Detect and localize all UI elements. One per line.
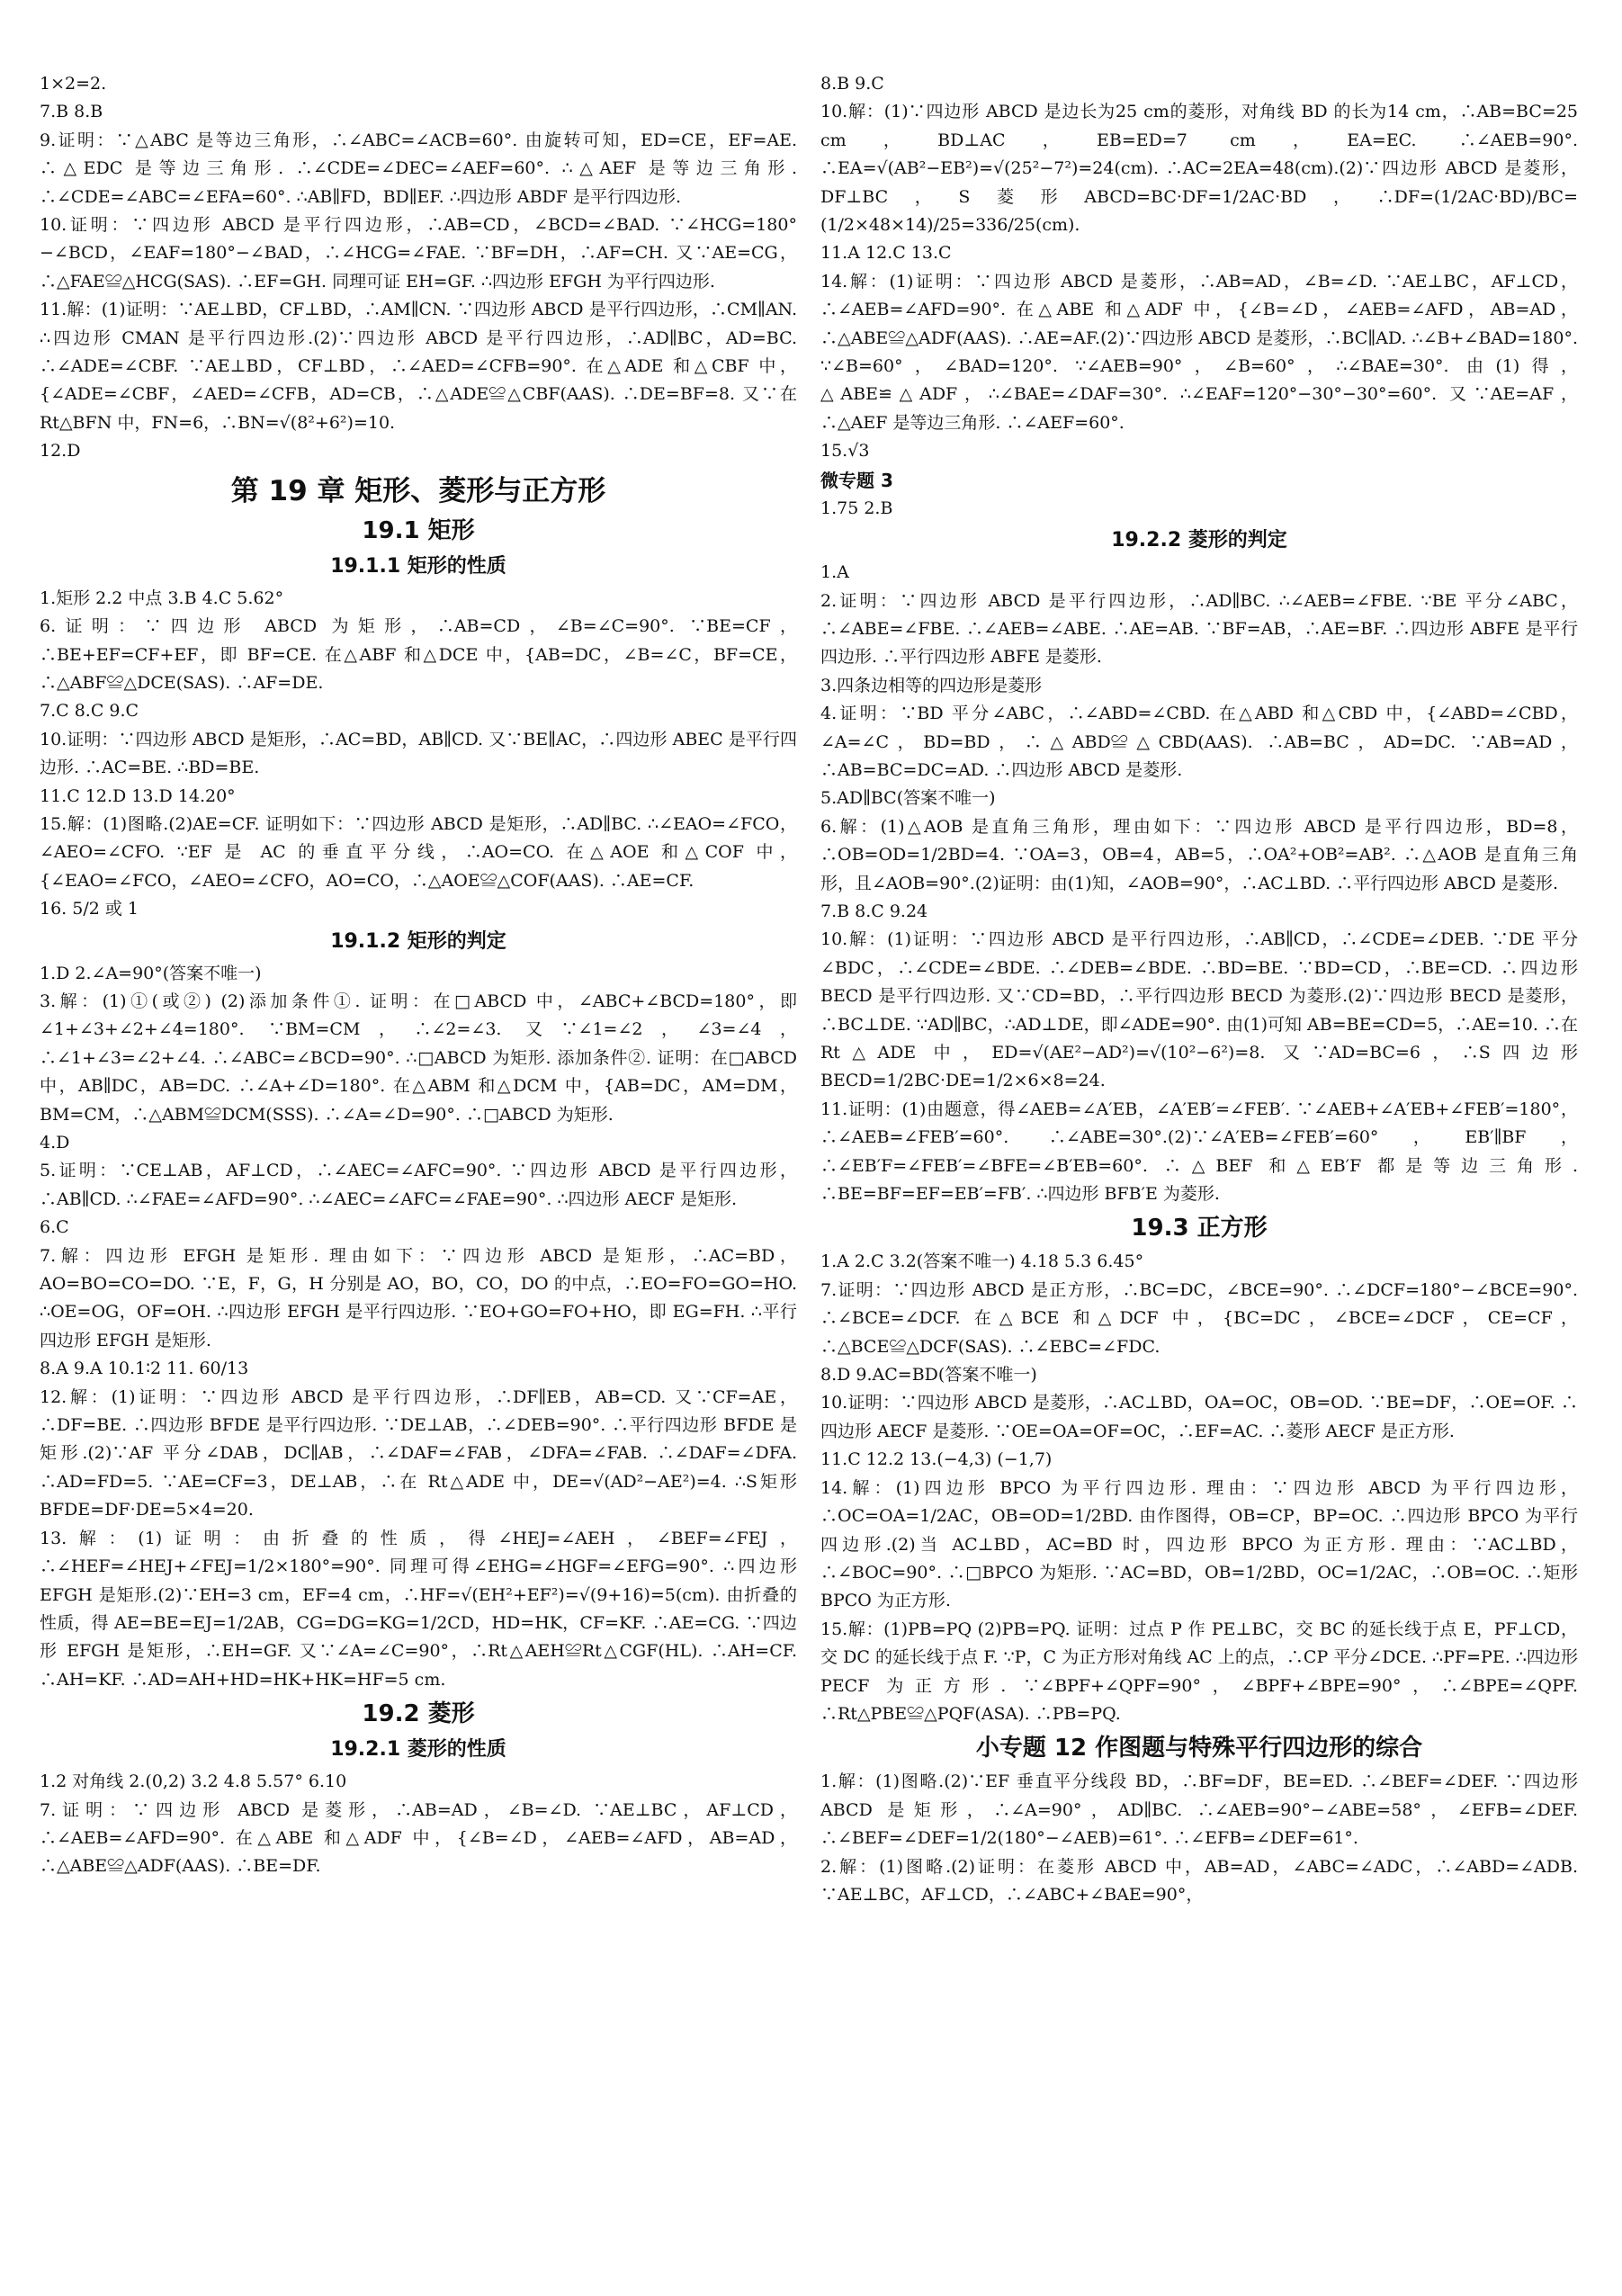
answer-item: 2.解：(1)图略.(2)证明：在菱形 ABCD 中，AB=AD，∠ABC=∠ADC，∴∠ABD=∠ADB. ∵AE⊥BC，AF⊥CD，∴∠ABC+∠BAE=90°， (820, 1856, 1578, 1905)
subsection-title: 19.1.2 矩形的判定 (330, 929, 506, 953)
answer-item: 2.证明：∵四边形 ABCD 是平行四边形，∴AD∥BC. ∴∠AEB=∠FBE. ∵BE 平分∠ABC，∴∠ABE=∠FBE. ∴∠AEB=∠ABE. ∴AE=AB. ∵BF=AB，∴AE=BF. ∴四边形 ABFE 是平行四边形. ∴平行四边形 ABFE 是菱形. (820, 590, 1578, 668)
answer-item: 7.B 8.C 9.24 (820, 901, 928, 921)
section-title: 19.3 正方形 (1131, 1215, 1268, 1242)
chapter-title: 第 19 章 矩形、菱形与正方形 (230, 474, 606, 507)
section-title: 小专题 12 作图题与特殊平行四边形的综合 (975, 1735, 1423, 1762)
subsection-title: 19.1.1 矩形的性质 (330, 554, 506, 578)
answer-item: 3.解：(1)①(或②) (2)添加条件①. 证明：在□ABCD 中，∠ABC+∠BCD=180°，即∠1+∠3+∠2+∠4=180°. ∵BM=CM，∴∠2=∠3. 又∵∠1=∠2，∠3=∠4，∴∠1+∠3=∠2+∠4. ∴∠ABC=∠BCD=90°. ∴□ABCD 为矩形. 添加条件②. 证明：在□ABCD 中，AB∥DC，AB=DC. ∴∠A+∠D=180°. 在△ABM 和△DCM 中，{AB=DC，AM=DM，BM=CM，∴△ABM≌DCM(SSS). ∴∠A=∠D=90°. ∴□ABCD 为矩形. (40, 991, 797, 1125)
answer-item: 1.D 2.∠A=90°(答案不唯一) (40, 963, 262, 983)
answer-item: 6.解：(1)△AOB 是直角三角形，理由如下：∵四边形 ABCD 是平行四边形，BD=8，∴OB=OD=1/2BD=4. ∵OA=3，OB=4，AB=5，∴OA²+OB²=AB². ∴△AOB 是直角三角形，且∠AOB=90°.(2)证明：由(1)知，∠AOB=90°，∴AC⊥BD. ∴平行四边形 ABCD 是菱形. (820, 816, 1578, 893)
answer-item: 7.证明：∵四边形 ABCD 是正方形，∴BC=DC，∠BCE=90°. ∴∠DCF=180°−∠BCE=90°. ∴∠BCE=∠DCF. 在△BCE 和△DCF 中，{BC=DC，∠BCE=∠DCF，CE=CF，∴△BCE≌△DCF(SAS). ∴∠EBC=∠FDC. (820, 1279, 1578, 1357)
answer-item: 1.矩形 2.2 中点 3.B 4.C 5.62° (40, 587, 284, 608)
answer-item: 15.解：(1)图略.(2)AE=CF. 证明如下：∵四边形 ABCD 是矩形，∴AD∥BC. ∴∠EAO=∠FCO，∠AEO=∠CFO. ∵EF 是 AC 的垂直平分线，∴AO=CO. 在△AOE 和△COF 中，{∠EAO=∠FCO，∠AEO=∠CFO，AO=CO，∴△AOE≌△COF(AAS). ∴AE=CF. (40, 813, 797, 891)
answer-item: 9.证明：∵△ABC 是等边三角形，∴∠ABC=∠ACB=60°. 由旋转可知，ED=CE，EF=AE. ∴△EDC 是等边三角形. ∴∠CDE=∠DEC=∠AEF=60°. ∴△AEF 是等边三角形. ∴∠CDE=∠ABC=∠EFA=60°. ∴AB∥FD，BD∥EF. ∴四边形 ABDF 是平行四边形. (40, 130, 797, 207)
answer-item: 1.解：(1)图略.(2)∵EF 垂直平分线段 BD，∴BF=DF，BE=ED. ∴∠BEF=∠DEF. ∵四边形 ABCD 是矩形，∴∠A=90°，AD∥BC. ∴∠AEB=90°−∠ABE=58°，∠EFB=∠DEF. ∴∠BEF=∠DEF=1/2(180°−∠AEB)=61°. ∴∠EFB=∠DEF=61°. (820, 1771, 1578, 1849)
answer-item: 6.C (40, 1217, 69, 1238)
subsection-title: 19.2.2 菱形的判定 (1111, 529, 1287, 552)
answer-item: 11.C 12.D 13.D 14.20° (40, 785, 236, 806)
answer-item: 10.解：(1)∵四边形 ABCD 是边长为25 cm的菱形，对角线 BD 的长为14 cm，∴AB=BC=25 cm，BD⊥AC，EB=ED=7 cm，EA=EC. ∴∠AEB=90°. ∴EA=√(AB²−EB²)=√(25²−7²)=24(cm). ∴AC=2EA=48(cm).(2)∵四边形 ABCD 是菱形，DF⊥BC，S菱形ABCD=BC·DF=1/2AC·BD，∴DF=(1/2AC·BD)/BC=(1/2×48×14)/25=336/25(cm). (820, 102, 1578, 236)
subsection-title: 19.2.1 菱形的性质 (330, 1738, 506, 1762)
answer-item: 11.解：(1)证明：∵AE⊥BD，CF⊥BD，∴AM∥CN. ∵四边形 ABCD 是平行四边形，∴CM∥AN. ∴四边形 CMAN 是平行四边形.(2)∵四边形 ABCD 是平行四边形，∴AD∥BC，AD=BC. ∴∠ADE=∠CBF. ∵AE⊥BD，CF⊥BD，∴∠AED=∠CFB=90°. 在△ADE 和△CBF 中，{∠ADE=∠CBF，∠AED=∠CFB，AD=CB，∴△ADE≌△CBF(AAS). ∴DE=BF=8. 又∵在 Rt△BFN 中，FN=6，∴BN=√(8²+6²)=10. (40, 300, 797, 433)
answer-item: 1.A (820, 562, 849, 583)
answer-item: 8.B 9.C (820, 74, 884, 94)
answer-item: 13.解：(1)证明：由折叠的性质，得∠HEJ=∠AEH，∠BEF=∠FEJ，∴∠HEF=∠HEJ+∠FEJ=1/2×180°=90°. 同理可得∠EHG=∠HGF=∠EFG=90°. ∴四边形 EFGH 是矩形.(2)∵EH=3 cm，EF=4 cm，∴HF=√(EH²+EF²)=√(9+16)=5(cm). 由折叠的性质，得 AE=BE=EJ=1/2AB，CG=DG=KG=1/2CD，HD=HK，CF=KF. ∴AE=CG. ∵四边形 EFGH 是矩形，∴EH=GF. 又∵∠A=∠C=90°，∴Rt△AEH≌Rt△CGF(HL). ∴AH=CF. ∴AH=KF. ∴AD=AH+HD=HK+HK=HF=5 cm. (40, 1528, 797, 1690)
left-column (40, 70, 797, 2265)
answer-item: 11.C 12.2 13.(−4,3) (−1,7) (820, 1449, 1053, 1470)
right-column (820, 70, 1578, 2265)
answer-item: 6.证明：∵四边形 ABCD 为矩形，∴AB=CD，∠B=∠C=90°. ∵BE=CF，∴BE+EF=CF+EF，即 BF=CE. 在△ABF 和△DCE 中，{AB=DC，∠B=∠C，BF=CE，∴△ABF≌△DCE(SAS). ∴AF=DE. (40, 616, 797, 693)
answer-item: 1×2=2. (40, 74, 107, 94)
section-title: 19.2 菱形 (362, 1700, 475, 1728)
answer-item: 10.证明：∵四边形 ABCD 是平行四边形，∴AB=CD，∠BCD=∠BAD. ∵∠HCG=180°−∠BCD，∠EAF=180°−∠BAD，∴∠HCG=∠FAE. ∵BF=DH，∴AF=CH. 又∵AE=CG，∴△FAE≌△HCG(SAS). ∴EF=GH. 同理可证 EH=GF. ∴四边形 EFGH 为平行四边形. (40, 215, 797, 291)
answer-item: 14.解：(1)证明：∵四边形 ABCD 是菱形，∴AB=AD，∠B=∠D. ∵AE⊥BC，AF⊥CD，∴∠AEB=∠AFD=90°. 在△ABE 和△ADF 中，{∠B=∠D，∠AEB=∠AFD，AB=AD，∴△ABE≌△ADF(AAS). ∴AE=AF.(2)∵四边形 ABCD 是菱形，∴BC∥AD. ∴∠B+∠BAD=180°. ∵∠B=60°，∠BAD=120°. ∵∠AEB=90°，∠B=60°，∴∠BAE=30°. 由(1)得，△ABE≌△ADF，∴∠BAE=∠DAF=30°. ∴∠EAF=120°−30°−30°=60°. 又∵AE=AF，∴△AEF 是等边三角形. ∴∠AEF=60°. (820, 271, 1578, 433)
answer-item: 14.解：(1)四边形 BPCO 为平行四边形. 理由：∵四边形 ABCD 为平行四边形，∴OC=OA=1/2AC，OB=OD=1/2BD. 由作图得，OB=CP，BP=OC. ∴四边形 BPCO 为平行四边形.(2)当 AC⊥BD，AC=BD 时，四边形 BPCO 为正方形. 理由：∵AC⊥BD，∴∠BOC=90°. ∴□BPCO 为矩形. ∵AC=BD，OB=1/2BD，OC=1/2AC，∴OB=OC. ∴矩形 BPCO 为正方形. (820, 1477, 1578, 1611)
answer-item: 15.解：(1)PB=PQ (2)PB=PQ. 证明：过点 P 作 PE⊥BC，交 BC 的延长线于点 E，PF⊥CD，交 DC 的延长线于点 F. ∵P，C 为正方形对角线 AC 上的点，∴CP 平分∠DCE. ∴PF=PE. ∴四边形 PECF 为正方形. ∵∠BPF+∠QPF=90°，∠BPF+∠BPE=90°，∴∠BPE=∠QPF. ∴Rt△PBE≌△PQF(ASA). ∴PB=PQ. (820, 1619, 1578, 1724)
answer-item: 7.C 8.C 9.C (40, 701, 139, 722)
answer-item: 3.四条边相等的四边形是菱形 (820, 675, 1043, 695)
answer-item: 10.证明：∵四边形 ABCD 是菱形，∴AC⊥BD，OA=OC，OB=OD. ∵BE=DF，∴OE=OF. ∴四边形 AECF 是菱形. ∵OE=OA=OF=OC，∴EF=AC. ∴菱形 AECF 是正方形. (820, 1393, 1578, 1441)
answer-item: 7.证明：∵四边形 ABCD 是菱形，∴AB=AD，∠B=∠D. ∵AE⊥BC，AF⊥CD，∴∠AEB=∠AFD=90°. 在△ABE 和△ADF 中，{∠B=∠D，∠AEB=∠AFD，AB=AD，∴△ABE≌△ADF(AAS). ∴BE=DF. (40, 1799, 797, 1877)
answer-item: 11.A 12.C 13.C (820, 243, 952, 264)
answer-item: 12.D (40, 441, 81, 462)
answer-item: 11.证明：(1)由题意，得∠AEB=∠A′EB，∠A′EB′=∠FEB′. ∵∠AEB+∠A′EB+∠FEB′=180°，∴∠AEB=∠FEB′=60°. ∴∠ABE=30°.(2)∵∠A′EB=∠FEB′=60°，EB′∥BF，∴∠EB′F=∠FEB′=∠BFE=∠B′EB=60°. ∴△BEF 和△EB′F 都是等边三角形. ∴BE=BF=EF=EB′=FB′. ∴四边形 BFB′E 为菱形. (820, 1099, 1578, 1205)
answer-item: 4.证明：∵BD 平分∠ABC，∴∠ABD=∠CBD. 在△ABD 和△CBD 中，{∠ABD=∠CBD，∠A=∠C，BD=BD，∴△ABD≌△CBD(AAS). ∴AB=BC，AD=DC. ∵AB=AD，∴AB=BC=DC=AD. ∴四边形 ABCD 是菱形. (820, 704, 1578, 780)
answer-item: 4.D (40, 1133, 70, 1152)
mini-topic-title: 微专题 3 (820, 469, 893, 491)
answer-item: 5.证明：∵CE⊥AB，AF⊥CD，∴∠AEC=∠AFC=90°. ∵四边形 ABCD 是平行四边形，∴AB∥CD. ∴∠FAE=∠AFD=90°. ∴∠AEC=∠AFC=∠FAE=90°. ∴四边形 AECF 是矩形. (40, 1161, 797, 1209)
answer-item: 10.解：(1)证明：∵四边形 ABCD 是平行四边形，∴AB∥CD，∴∠CDE=∠DEB. ∵DE 平分∠BDC，∴∠CDE=∠BDE. ∴∠DEB=∠BDE. ∴BD=BE. ∵BD=CD，∴BE=CD. ∴四边形 BECD 是平行四边形. 又∵CD=BD，∴平行四边形 BECD 为菱形.(2)∵四边形 BECD 是菱形，∴BC⊥DE. ∵AD∥BC，∴AD⊥DE，即∠ADE=90°. 由(1)可知 AB=BE=CD=5，∴AE=10. ∴在 Rt△ADE 中，ED=√(AE²−AD²)=√(10²−6²)=8. 又∵AD=BC=6，∴S四边形BECD=1/2BC·DE=1/2×6×8=24. (820, 929, 1578, 1091)
answer-item: 1.A 2.C 3.2(答案不唯一) 4.18 5.3 6.45° (820, 1251, 1144, 1272)
section-title: 19.1 矩形 (362, 516, 475, 544)
answer-item: 15.√3 (820, 441, 870, 462)
answer-item: 7.B 8.B (40, 102, 103, 122)
answer-item: 8.D 9.AC=BD(答案不唯一) (820, 1365, 1037, 1386)
answer-item: 10.证明：∵四边形 ABCD 是矩形，∴AC=BD，AB∥CD. 又∵BE∥AC，∴四边形 ABEC 是平行四边形. ∴AC=BE. ∴BD=BE. (40, 729, 797, 778)
answer-item: 16. 5/2 或 1 (40, 899, 139, 919)
answer-item: 8.A 9.A 10.1∶2 11. 60/13 (40, 1359, 249, 1379)
answer-item: 5.AD∥BC(答案不唯一) (820, 788, 996, 809)
answer-item: 1.75 2.B (820, 498, 893, 518)
answer-item: 12.解：(1)证明：∵四边形 ABCD 是平行四边形，∴DF∥EB，AB=CD. 又∵CF=AE，∴DF=BE. ∴四边形 BFDE 是平行四边形. ∵DE⊥AB，∴∠DEB=90°. ∴平行四边形 BFDE 是矩形.(2)∵AF 平分∠DAB，DC∥AB，∴∠DAF=∠FAB，∠DFA=∠FAB. ∴∠DAF=∠DFA. ∴AD=FD=5. ∵AE=CF=3，DE⊥AB，∴在 Rt△ADE 中，DE=√(AD²−AE²)=4. ∴S矩形BFDE=DF·DE=5×4=20. (40, 1386, 797, 1520)
answer-item: 7.解：四边形 EFGH 是矩形. 理由如下：∵四边形 ABCD 是矩形，∴AC=BD，AO=BO=CO=DO. ∵E，F，G，H 分别是 AO，BO，CO，DO 的中点，∴EO=FO=GO=HO. ∴OE=OG，OF=OH. ∴四边形 EFGH 是平行四边形. ∵EO+GO=FO+HO，即 EG=FH. ∴平行四边形 EFGH 是矩形. (40, 1245, 797, 1350)
answer-item: 1.2 对角线 2.(0,2) 3.2 4.8 5.57° 6.10 (40, 1771, 347, 1792)
